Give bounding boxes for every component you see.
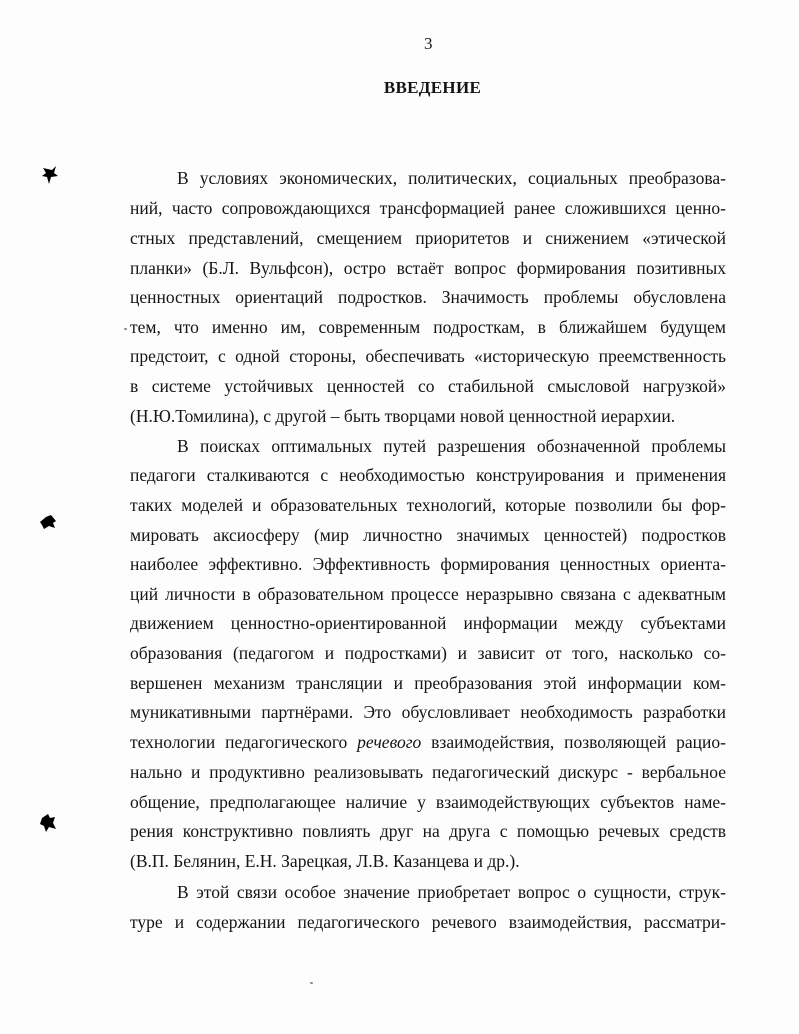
text-line: мировать аксиосферу (мир личностно значимых ценностей) подростков (130, 525, 726, 545)
italic-emphasis: речевого (357, 732, 422, 752)
text-line: в системе устойчивых ценностей со стабильной смысловой нагрузкой» (130, 376, 726, 396)
text-line: В условиях экономических, политических, социальных преобразова- (177, 168, 726, 188)
text-line: наиболее эффективно. Эффективность формирования ценностных ориента- (130, 554, 726, 574)
section-heading: ВВЕДЕНИЕ (383, 78, 482, 97)
text-line: рения конструктивно повлиять друг на друга с помощью речевых средств (130, 821, 726, 841)
text-run: технологии педагогического (130, 732, 358, 752)
scan-speck (310, 982, 313, 984)
text-run: взаимодействия, позволяющей рацио- (421, 732, 726, 752)
scan-mark-icon (38, 812, 58, 834)
text-line: ценностных ориентаций подростков. Значимость проблемы обусловлена (130, 287, 726, 307)
text-line: вершенен механизм трансляции и преобразования этой информации ком- (130, 673, 726, 693)
text-line: планки» (Б.Л. Вульфсон), остро встаёт вопрос формирования позитивных (130, 258, 726, 278)
text-line: туре и содержании педагогического речевого взаимодействия, рассматри- (130, 912, 726, 932)
text-line: ний, часто сопровождающихся трансформацией ранее сложившихся ценно- (130, 198, 726, 218)
text-line: педагоги сталкиваются с необходимостью конструирования и применения (130, 465, 726, 485)
text-line: таких моделей и образовательных технологий, которые позволили бы фор- (130, 495, 726, 515)
text-line: (В.П. Белянин, Е.Н. Зарецкая, Л.В. Казанцева и др.). (130, 851, 520, 871)
text-line: В этой связи особое значение приобретает вопрос о сущности, струк- (177, 882, 726, 902)
text-line: ций личности в образовательном процессе неразрывно связана с адекватным (130, 584, 726, 604)
scan-mark-icon (40, 164, 60, 186)
text-line: (Н.Ю.Томилина), с другой – быть творцами новой ценностной иерархии. (130, 406, 676, 426)
text-line: тем, что именно им, современным подросткам, в ближайшем будущем (130, 317, 726, 337)
scan-speck (124, 328, 127, 330)
scan-mark-icon (38, 512, 58, 534)
text-line: общение, предполагающее наличие у взаимодействующих субъектов наме- (130, 792, 726, 812)
text-line: образования (педагогом и подростками) и зависит от того, насколько со- (130, 643, 726, 663)
page-number: 3 (424, 34, 433, 53)
text-line (130, 730, 726, 754)
text-line: нально и продуктивно реализовывать педагогический дискурс - вербальное (130, 762, 726, 782)
text-line: предстоит, с одной стороны, обеспечивать «историческую преемственность (130, 346, 726, 366)
text-line: движением ценностно-ориентированной информации между субъектами (130, 613, 726, 633)
text-line: В поисках оптимальных путей разрешения обозначенной проблемы (177, 436, 726, 456)
text-line: стных представлений, смещением приоритетов и снижением «этической (130, 228, 726, 248)
text-line: муникативными партнёрами. Это обусловливает необходимость разработки (130, 702, 726, 722)
